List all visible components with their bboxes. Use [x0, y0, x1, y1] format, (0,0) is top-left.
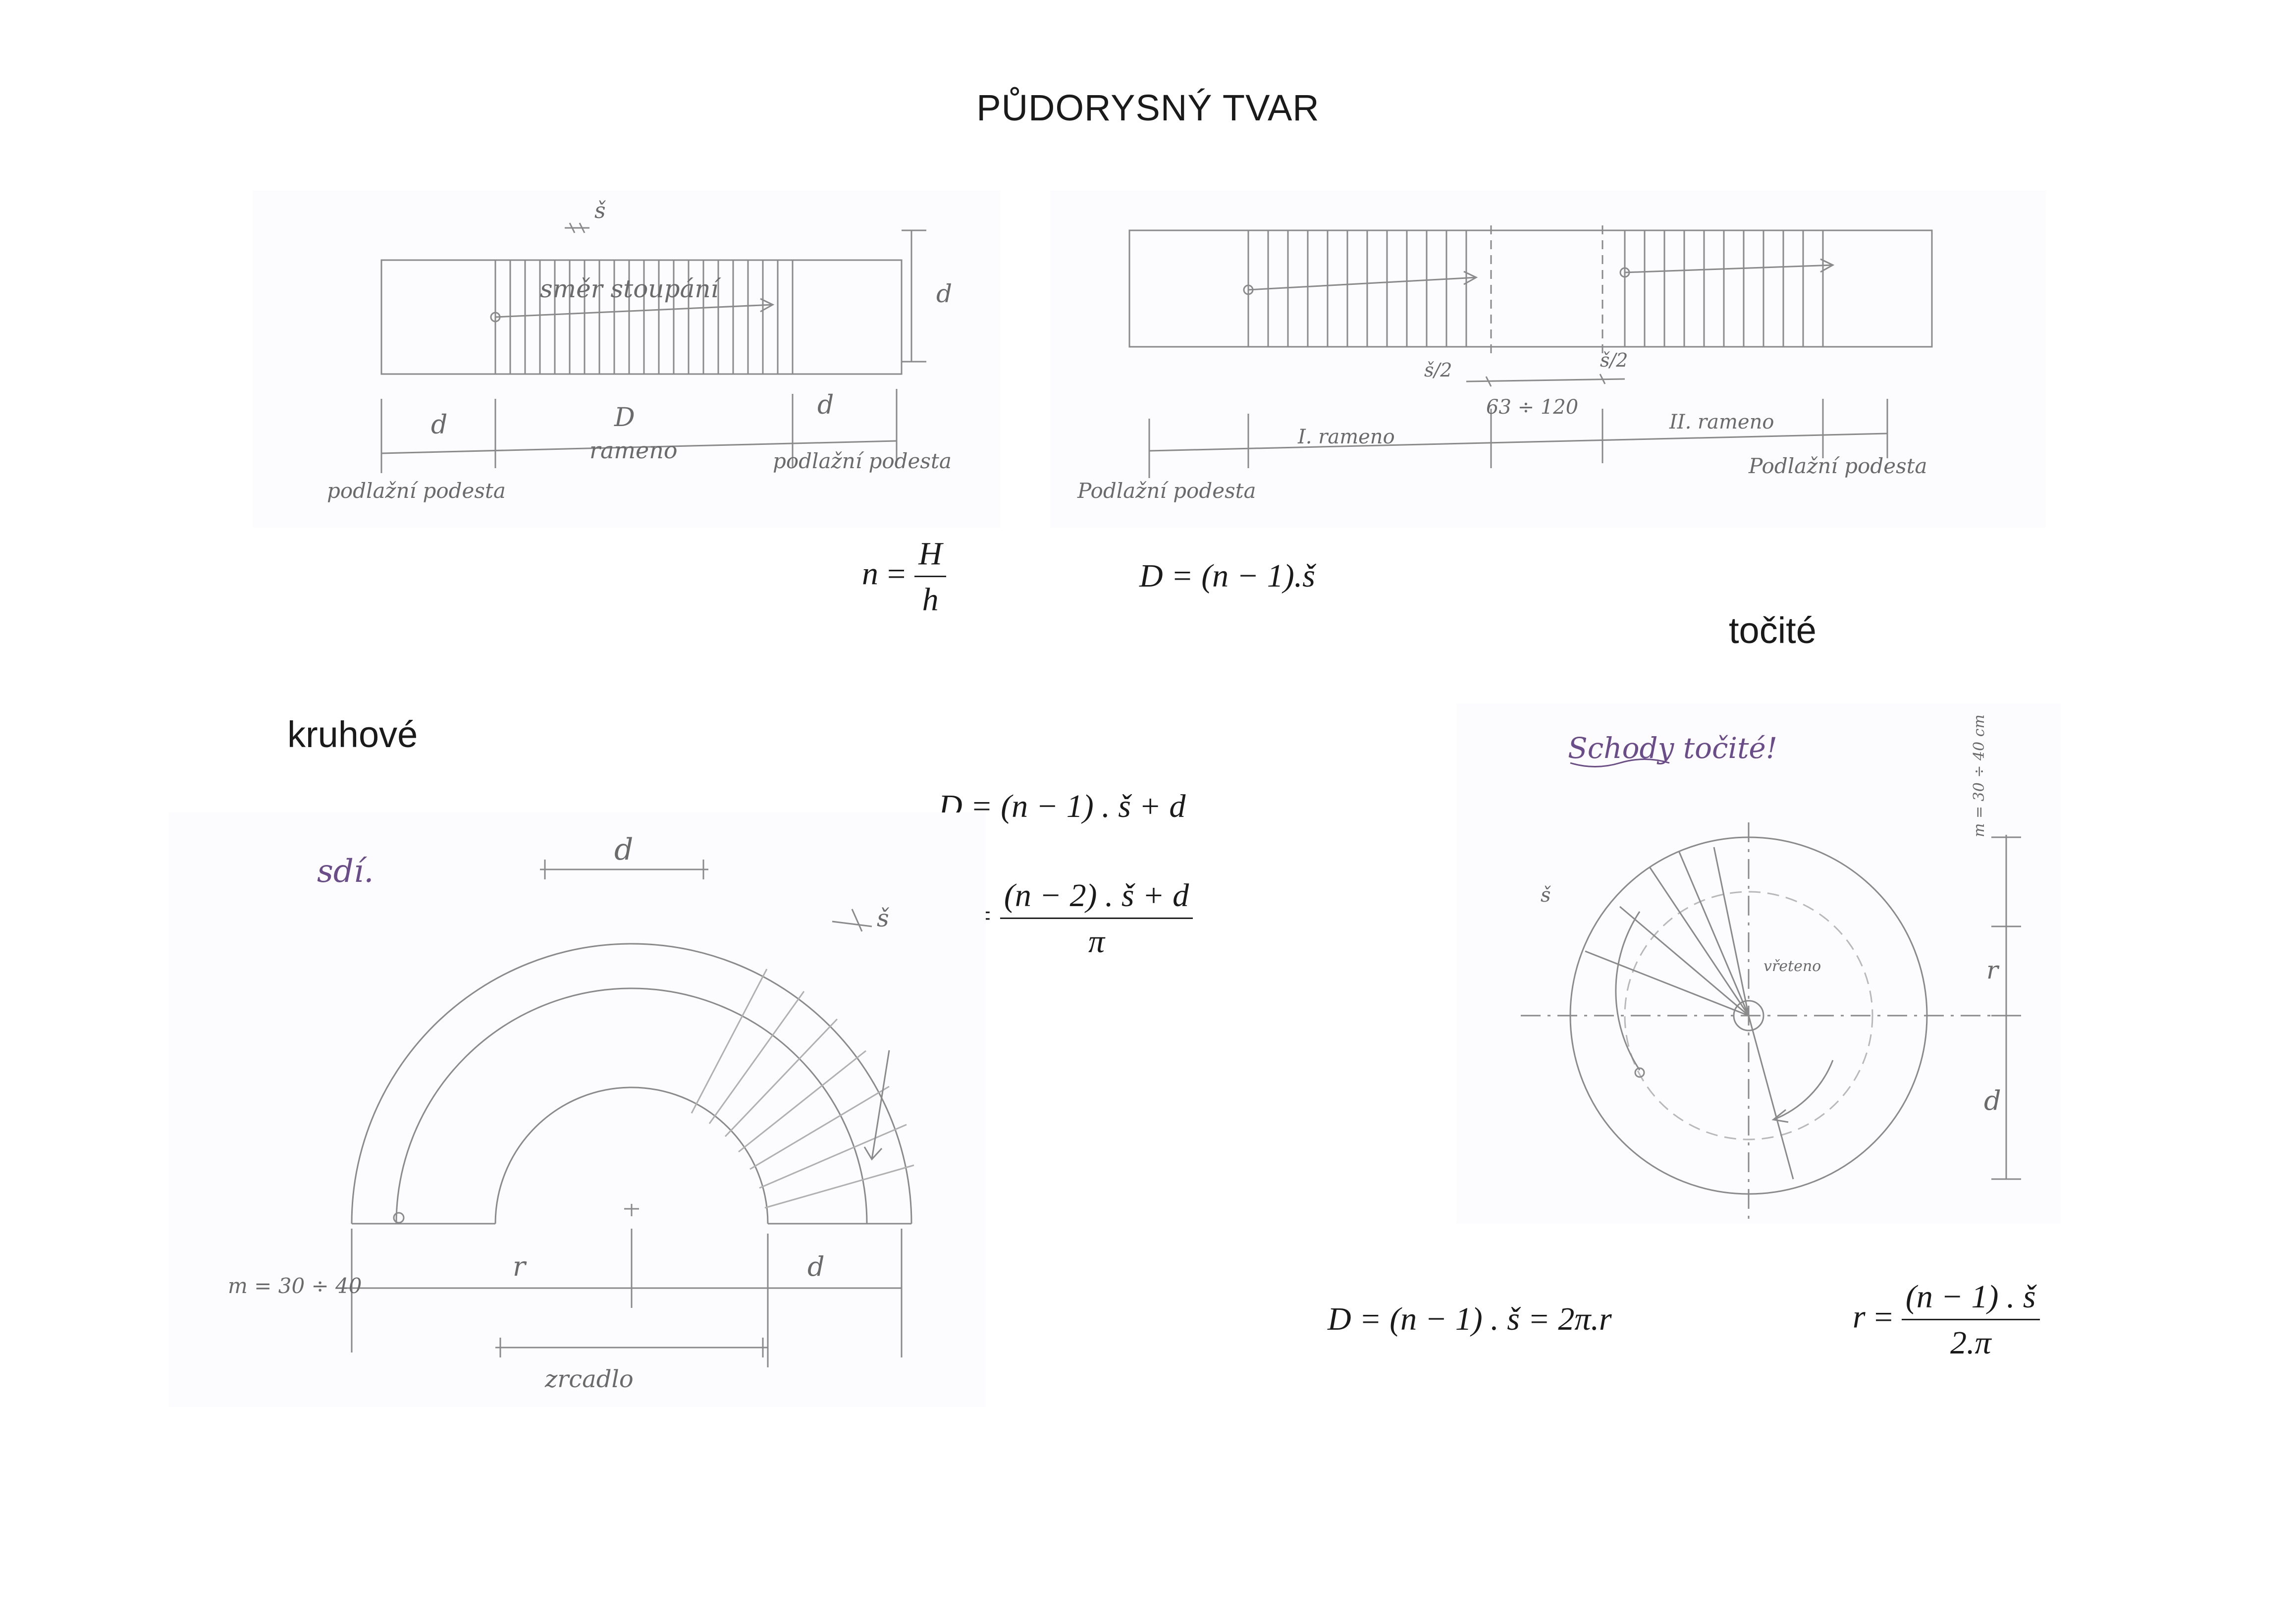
- formula-n-lhs: n: [862, 555, 878, 592]
- formula-r-spiral-denominator: 2.π: [1950, 1325, 1991, 1361]
- sketch-straight-stair: [253, 191, 1001, 528]
- landing-left-label: podlažní podesta: [327, 479, 506, 503]
- walk-arrow: [872, 1050, 889, 1159]
- landing-range-label: 63 ÷ 120: [1486, 396, 1579, 419]
- section-spiral-title: točité: [1729, 610, 1816, 651]
- formula-D-spiral: D = (n − 1) . š = 2π.r: [1328, 1301, 1612, 1337]
- turn-arrow: [1773, 1060, 1833, 1120]
- d-left-label: d: [431, 410, 448, 440]
- m-range-label: m = 30 ÷ 40 cm: [1971, 714, 1988, 837]
- formula-r-spiral: r = $\frac{(n - 1) . š}{2.\pi}$: [1853, 1278, 2040, 1362]
- half-s-left-label: š/2: [1424, 359, 1452, 381]
- outer-arc: [352, 944, 911, 1224]
- formula-r-denominator: π: [1088, 923, 1105, 960]
- section-circular-title: kruhové: [287, 714, 418, 755]
- formula-r-circular: r = $\frac{(n - 2) . š + d}{\pi}$: [951, 877, 1193, 961]
- formula-r-numerator: (n − 2) . š + d: [1000, 877, 1193, 919]
- sketch-circular-stair: [168, 812, 986, 1407]
- well-label: zrcadlo: [545, 1365, 634, 1393]
- formula-r-spiral-numerator: (n − 1) . š: [1902, 1278, 2040, 1320]
- s-mark: š: [594, 198, 606, 223]
- heading-label: Schody točité!: [1568, 731, 1778, 765]
- flight-two-label: II. rameno: [1669, 411, 1774, 433]
- walk-arrow-arc: [1616, 912, 1640, 1070]
- formula-n-numerator: H: [914, 535, 946, 577]
- inner-arc: [495, 1087, 768, 1224]
- formula-n: n = $\frac{H}{h}$: [862, 535, 946, 619]
- flight-label: rameno: [589, 437, 678, 464]
- d-label: d: [1984, 1085, 2001, 1116]
- s-mark: š: [877, 905, 889, 932]
- page-title: PŮDORYSNÝ TVAR: [976, 87, 1320, 128]
- formula-D-straight: D = (n − 1).š: [1139, 558, 1315, 594]
- d-right-label: d: [807, 1251, 825, 1282]
- d-top-label: d: [614, 832, 634, 867]
- formula-r-lhs: r: [951, 897, 964, 934]
- formula-n-denominator: h: [922, 582, 939, 618]
- sketch-two-flight-stair: [1050, 191, 2046, 528]
- note-label: sdí.: [317, 853, 374, 890]
- r-label: r: [1986, 956, 1998, 984]
- landing-left-label: Podlažní podesta: [1077, 479, 1256, 503]
- flight-two-treads: [1625, 230, 1823, 347]
- direction-arrow-line: [495, 305, 773, 317]
- m-range-label: m = 30 ÷ 40: [228, 1274, 362, 1298]
- formula-D-circular: D = (n − 1) . š + d: [939, 788, 1186, 824]
- r-label: r: [513, 1251, 526, 1282]
- flight-one-label: I. rameno: [1298, 426, 1395, 448]
- landing-right-label: podlažní podesta: [773, 449, 952, 473]
- sketch-spiral-stair: [1456, 703, 2061, 1224]
- formula-r-spiral-lhs: r: [1853, 1298, 1866, 1335]
- newel-label: vřeteno: [1763, 958, 1821, 975]
- d-right-label: d: [817, 390, 834, 420]
- radial-treads: [692, 969, 914, 1208]
- s-mark: š: [1541, 884, 1551, 907]
- half-s-right-label: š/2: [1600, 349, 1628, 371]
- d-vertical-label: d: [936, 279, 953, 308]
- stair-outline: [1129, 230, 1932, 347]
- D-center-label: D: [614, 403, 635, 433]
- direction-label: směr stoupání: [540, 274, 719, 303]
- landing-right-label: Podlažní podesta: [1749, 454, 1927, 478]
- dimension-line: [1149, 433, 1887, 451]
